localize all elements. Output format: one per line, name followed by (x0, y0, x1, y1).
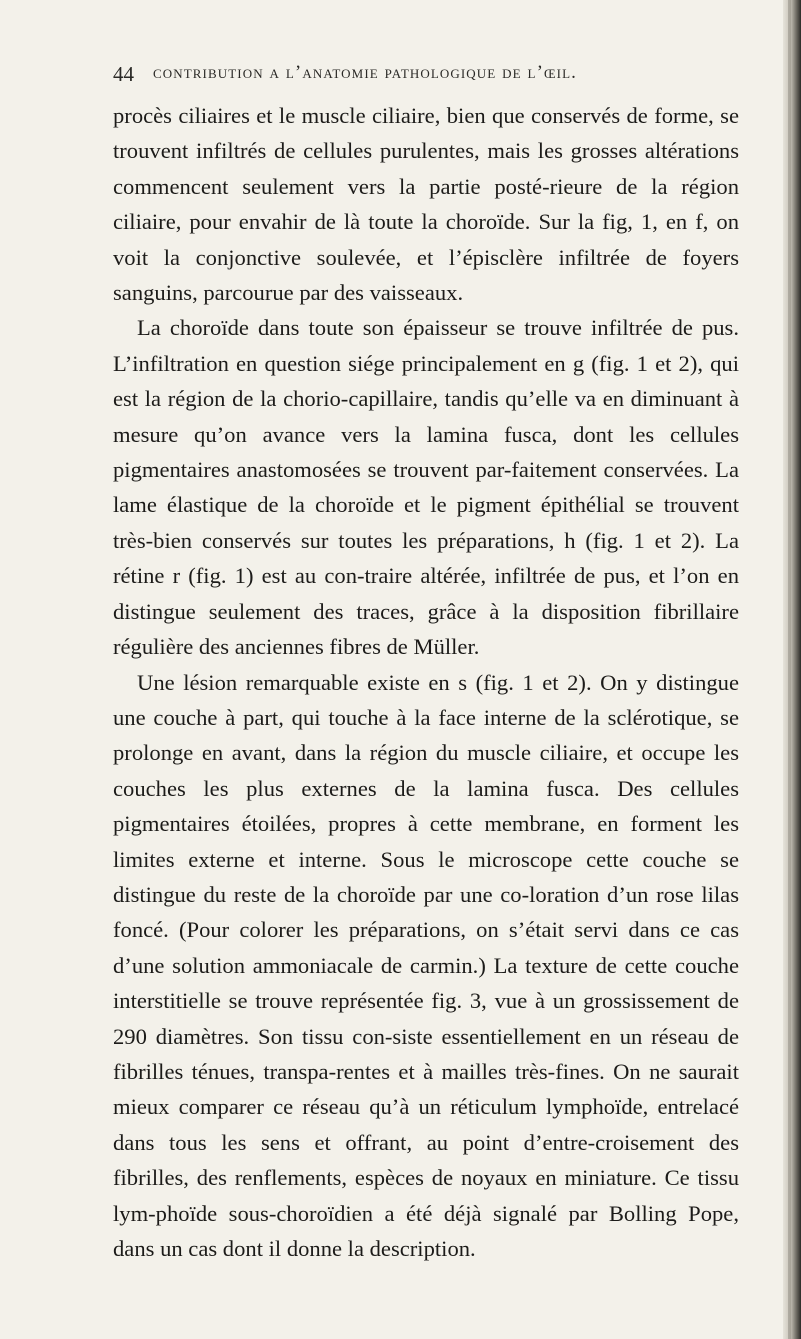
page-edge-line (788, 0, 791, 1339)
paragraph: Une lésion remarquable existe en s (fig. 1 et 2). On y distingue une couche à part, qui touche à la face interne de la sclérotique, se prolonge en avant, dans la région du muscle ciliaire, et occupe les couches les plus externes de la lamina fusca. Des cellules pigmentaires étoilées, propres à cette membrane, en forment les limites externe et interne. Sous le microscope cette couche se distingue du reste de la choroïde par une co-loration d’un rose lilas foncé. (Pour colorer les préparations, on s’était servi dans ce cas d’une solution ammoniacale de carmin.) La texture de cette couche interstitielle se trouve représentée fig. 3, vue à un grossissement de 290 diamètres. Son tissu con-siste essentiellement en un réseau de fibrilles ténues, transpa-rentes et à mailles très-fines. On ne saurait mieux comparer ce réseau qu’à un réticulum lymphoïde, entrelacé dans tous les sens et offrant, au point d’entre-croisement des fibrilles, des renflements, espèces de noyaux en miniature. Ce tissu lym-phoïde sous-choroïdien a été déjà signalé par Bolling Pope, dans un cas dont il donne la description. (113, 669, 739, 1261)
running-head-title: contribution a l’anatomie pathologique de l’œil. (153, 62, 577, 83)
paragraph: La choroïde dans toute son épaisseur se trouve infiltrée de pus. L’infiltration en question siége principalement en g (fig. 1 et 2), qui est la région de la chorio-capillaire, tandis qu’elle va en diminuant à mesure qu’on avance vers la lamina fusca, dont les cellules pigmentaires anastomosées se trouvent par-faitement conservées. La lame élastique de la choroïde et le pigment épithélial se trouvent très-bien conservés sur toutes les préparations, h (fig. 1 et 2). La rétine r (fig. 1) est au con-traire altérée, infiltrée de pus, et l’on en distingue seulement des traces, grâce à la disposition fibrillaire régulière des anciennes fibres de Müller. (113, 315, 739, 660)
page-edge-shadow (783, 0, 801, 1339)
paragraph: procès ciliaires et le muscle ciliaire, bien que conservés de forme, se trouvent infiltrés de cellules purulentes, mais les grosses altérations commencent seulement vers la partie posté-rieure de la région ciliaire, pour envahir de là toute la choroïde. Sur la fig, 1, en f, on voit la conjonctive soulevée, et l’épisclère infiltrée de foyers sanguins, parcourue par des vaisseaux. (113, 103, 739, 306)
body-text (113, 98, 739, 1266)
page-number: 44 (113, 62, 134, 86)
